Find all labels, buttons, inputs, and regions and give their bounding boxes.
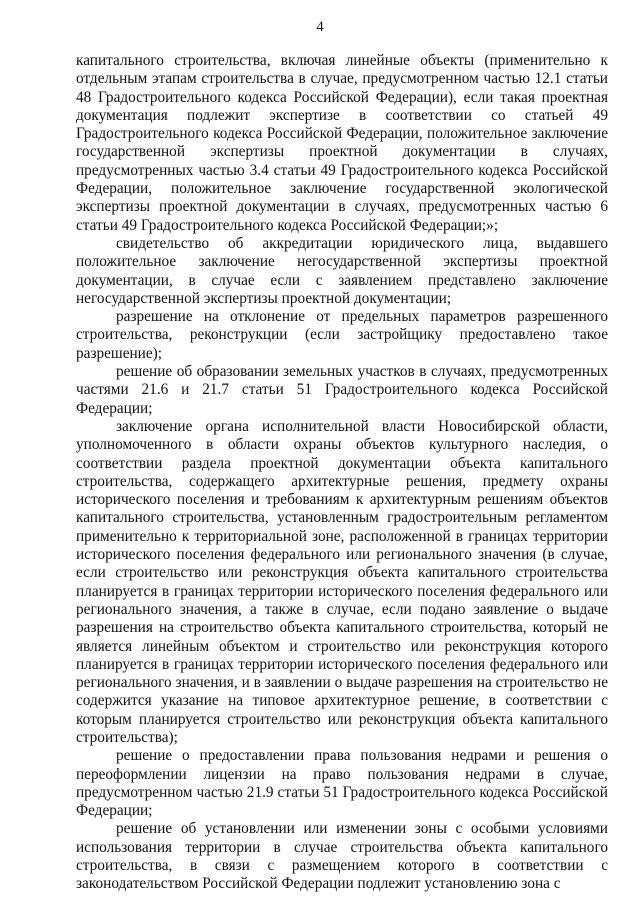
- paragraph-special-zone-decision: решение об установлении или изменении зоны с особыми условиями использования территории в случае строительства объекта капитального строительства, в связи с размещением которого в соответствии с законодательством Российской Федерации подлежит установлению зона с: [76, 820, 608, 893]
- paragraph-deviation-permit: разрешение на отклонение от предельных параметров разрешенного строительства, реконструкции (если застройщику предоставлено такое разрешение);: [76, 308, 608, 362]
- paragraph-subsoil-use-decision: решение о предоставлении права пользования недрами и решения о переоформлении лицензии на право пользования недрами в случае, предусмотренном частью 21.9 статьи 51 Градостроительного кодекса Российской Федерации;: [76, 747, 608, 820]
- paragraph-accreditation-certificate: свидетельство об аккредитации юридического лица, выдавшего положительное заключение негосударственной экспертизы проектной документации, в случае если с заявлением представлено заключение негосударственной экспертизы проектной документации;: [76, 234, 608, 307]
- page-number: 4: [316, 19, 324, 35]
- paragraph-cultural-heritage-conclusion: заключение органа исполнительной власти Новосибирской области, уполномоченного в области охраны объектов культурного наследия, о соответствии раздела проектной документации объекта капитального строительства, содержащего архитектурные решения, предмету охраны исторического поселения и требованиям к архитектурным решениям объектов капитального строительства, установленным градостроительным регламентом применительно к территориальной зоне, расположенной в границах территории исторического поселения федерального или регионального значения (в случае, если строительство или реконструкция объекта капитального строительства планируется в границах территории исторического поселения федерального или регионального значения, а также в случае, если подано заявление о выдаче разрешения на строительство объекта капитального строительства, который не является линейным объектом и строительство или реконструкция которого планируется в границах территории исторического поселения федерального или регионального значения, и в заявлении о выдаче разрешения на строительство не содержится указание на типовое архитектурное решение, в соответствии с которым планируется строительство или реконструкция объекта капитального строительства);: [76, 417, 608, 746]
- paragraph-land-plots-decision: решение об образовании земельных участков в случаях, предусмотренных частями 21.6 и 21.7 статьи 51 Градостроительного кодекса Российской Федерации;: [76, 363, 608, 417]
- paragraph-continued: капитального строительства, включая линейные объекты (применительно к отдельным этапам строительства в случае, предусмотренном частью 12.1 статьи 48 Градостроительного кодекса Российской Федерации), если такая проектная документация подлежит экспертизе в соответствии со статьей 49 Градостроительного кодекса Российской Федерации, положительное заключение государственной экспертизы проектной документации в случаях, предусмотренных частью 3.4 статьи 49 Градостроительного кодекса Российской Федерации, положительное заключение государственной экологической экспертизы проектной документации в случаях, предусмотренных частью 6 статьи 49 Градостроительного кодекса Российской Федерации;»;: [76, 52, 608, 234]
- document-body: [76, 52, 608, 894]
